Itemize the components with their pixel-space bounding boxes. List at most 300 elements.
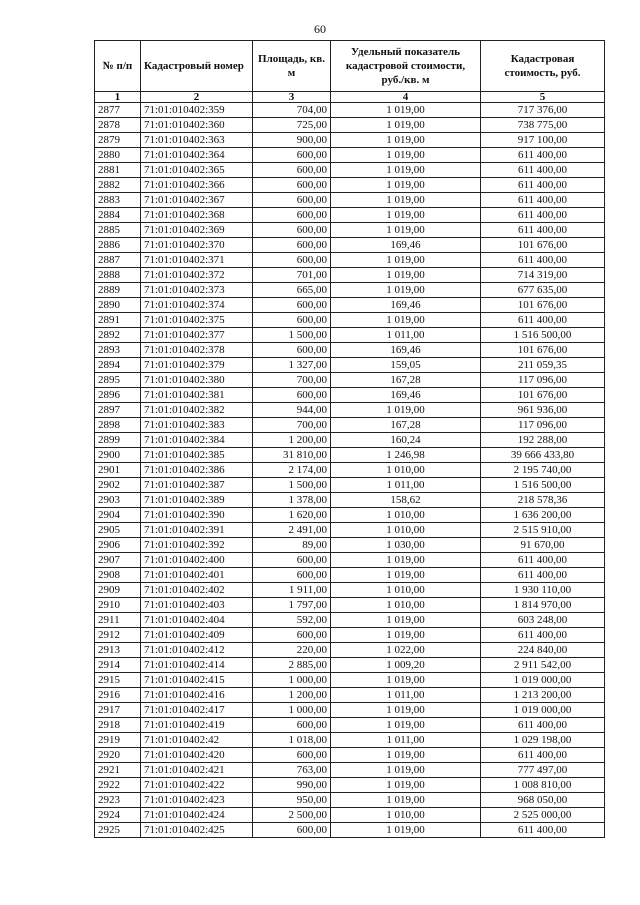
cadastral-number-cell: 71:01:010402:387 bbox=[141, 478, 253, 493]
cadastral-value-cell: 611 400,00 bbox=[481, 748, 605, 763]
cadastral-number-cell: 71:01:010402:365 bbox=[141, 163, 253, 178]
row-number-cell: 2915 bbox=[95, 673, 141, 688]
cadastral-number-cell: 71:01:010402:421 bbox=[141, 763, 253, 778]
unit-value-cell: 1 019,00 bbox=[331, 568, 481, 583]
cadastral-number-cell: 71:01:010402:379 bbox=[141, 358, 253, 373]
cadastral-number-cell: 71:01:010402:360 bbox=[141, 118, 253, 133]
row-number-cell: 2879 bbox=[95, 133, 141, 148]
cadastral-number-cell: 71:01:010402:382 bbox=[141, 403, 253, 418]
table-row bbox=[95, 418, 605, 433]
row-number-cell: 2918 bbox=[95, 718, 141, 733]
unit-value-cell: 1 011,00 bbox=[331, 688, 481, 703]
cadastral-value-cell: 968 050,00 bbox=[481, 793, 605, 808]
row-number-cell: 2885 bbox=[95, 223, 141, 238]
unit-value-cell: 1 019,00 bbox=[331, 193, 481, 208]
unit-value-cell: 1 019,00 bbox=[331, 553, 481, 568]
cadastral-value-cell: 218 578,36 bbox=[481, 493, 605, 508]
unit-value-cell: 1 009,20 bbox=[331, 658, 481, 673]
cadastral-value-cell: 117 096,00 bbox=[481, 373, 605, 388]
cadastral-value-cell: 611 400,00 bbox=[481, 568, 605, 583]
cadastral-value-cell: 611 400,00 bbox=[481, 253, 605, 268]
unit-value-cell: 1 011,00 bbox=[331, 478, 481, 493]
row-number-cell: 2903 bbox=[95, 493, 141, 508]
area-cell: 600,00 bbox=[253, 568, 331, 583]
area-cell: 600,00 bbox=[253, 343, 331, 358]
unit-value-cell: 1 246,98 bbox=[331, 448, 481, 463]
area-cell: 1 378,00 bbox=[253, 493, 331, 508]
cadastral-number-cell: 71:01:010402:370 bbox=[141, 238, 253, 253]
area-cell: 600,00 bbox=[253, 163, 331, 178]
table-row bbox=[95, 118, 605, 133]
unit-value-cell: 169,46 bbox=[331, 343, 481, 358]
unit-value-cell: 158,62 bbox=[331, 493, 481, 508]
unit-value-cell: 1 011,00 bbox=[331, 733, 481, 748]
cadastral-value-cell: 611 400,00 bbox=[481, 178, 605, 193]
area-cell: 2 491,00 bbox=[253, 523, 331, 538]
row-number-cell: 2880 bbox=[95, 148, 141, 163]
table-row bbox=[95, 718, 605, 733]
cadastral-value-cell: 611 400,00 bbox=[481, 148, 605, 163]
cadastral-number-cell: 71:01:010402:417 bbox=[141, 703, 253, 718]
page-number: 60 bbox=[314, 22, 326, 36]
table-row bbox=[95, 313, 605, 328]
cadastral-value-cell: 611 400,00 bbox=[481, 628, 605, 643]
unit-value-cell: 1 019,00 bbox=[331, 103, 481, 118]
cadastral-number-cell: 71:01:010402:367 bbox=[141, 193, 253, 208]
cadastral-number-cell: 71:01:010402:423 bbox=[141, 793, 253, 808]
cadastral-number-cell: 71:01:010402:374 bbox=[141, 298, 253, 313]
row-number-cell: 2888 bbox=[95, 268, 141, 283]
row-number-cell: 2923 bbox=[95, 793, 141, 808]
column-number: 3 bbox=[253, 92, 331, 103]
table-row bbox=[95, 808, 605, 823]
cadastral-value-cell: 777 497,00 bbox=[481, 763, 605, 778]
column-number: 4 bbox=[331, 92, 481, 103]
unit-value-cell: 1 019,00 bbox=[331, 253, 481, 268]
cadastral-number-cell: 71:01:010402:402 bbox=[141, 583, 253, 598]
cadastral-number-cell: 71:01:010402:383 bbox=[141, 418, 253, 433]
cadastral-value-cell: 1 029 198,00 bbox=[481, 733, 605, 748]
row-number-cell: 2908 bbox=[95, 568, 141, 583]
row-number-cell: 2907 bbox=[95, 553, 141, 568]
area-cell: 900,00 bbox=[253, 133, 331, 148]
area-cell: 701,00 bbox=[253, 268, 331, 283]
area-cell: 600,00 bbox=[253, 298, 331, 313]
row-number-cell: 2882 bbox=[95, 178, 141, 193]
cadastral-value-cell: 611 400,00 bbox=[481, 313, 605, 328]
row-number-cell: 2893 bbox=[95, 343, 141, 358]
cadastral-value-cell: 714 319,00 bbox=[481, 268, 605, 283]
table-row bbox=[95, 538, 605, 553]
cadastral-number-cell: 71:01:010402:416 bbox=[141, 688, 253, 703]
unit-value-cell: 1 019,00 bbox=[331, 268, 481, 283]
cadastral-value-cell: 1 019 000,00 bbox=[481, 673, 605, 688]
table-row bbox=[95, 178, 605, 193]
area-cell: 600,00 bbox=[253, 208, 331, 223]
header-cadastral-value: Кадастровая стоимость, руб. bbox=[481, 41, 605, 92]
cadastral-number-cell: 71:01:010402:414 bbox=[141, 658, 253, 673]
unit-value-cell: 1 010,00 bbox=[331, 463, 481, 478]
unit-value-cell: 1 019,00 bbox=[331, 718, 481, 733]
cadastral-number-cell: 71:01:010402:400 bbox=[141, 553, 253, 568]
area-cell: 592,00 bbox=[253, 613, 331, 628]
area-cell: 600,00 bbox=[253, 313, 331, 328]
table-body bbox=[95, 103, 605, 838]
unit-value-cell: 1 019,00 bbox=[331, 208, 481, 223]
unit-value-cell: 1 010,00 bbox=[331, 808, 481, 823]
row-number-cell: 2920 bbox=[95, 748, 141, 763]
table-row bbox=[95, 763, 605, 778]
table-row bbox=[95, 523, 605, 538]
header-area: Площадь, кв. м bbox=[253, 41, 331, 92]
cadastral-number-cell: 71:01:010402:373 bbox=[141, 283, 253, 298]
area-cell: 1 200,00 bbox=[253, 433, 331, 448]
table-row bbox=[95, 358, 605, 373]
unit-value-cell: 1 019,00 bbox=[331, 283, 481, 298]
cadastral-number-cell: 71:01:010402:380 bbox=[141, 373, 253, 388]
table-row bbox=[95, 388, 605, 403]
unit-value-cell: 1 019,00 bbox=[331, 163, 481, 178]
row-number-cell: 2884 bbox=[95, 208, 141, 223]
header-unit-value: Удельный показатель кадастровой стоимости, руб./кв. м bbox=[331, 41, 481, 92]
area-cell: 990,00 bbox=[253, 778, 331, 793]
unit-value-cell: 1 010,00 bbox=[331, 523, 481, 538]
cadastral-number-cell: 71:01:010402:404 bbox=[141, 613, 253, 628]
area-cell: 1 500,00 bbox=[253, 478, 331, 493]
cadastral-value-cell: 611 400,00 bbox=[481, 823, 605, 838]
table-row bbox=[95, 733, 605, 748]
cadastral-value-cell: 611 400,00 bbox=[481, 193, 605, 208]
unit-value-cell: 169,46 bbox=[331, 298, 481, 313]
table-row bbox=[95, 508, 605, 523]
row-number-cell: 2905 bbox=[95, 523, 141, 538]
table-row bbox=[95, 493, 605, 508]
table-row bbox=[95, 583, 605, 598]
unit-value-cell: 160,24 bbox=[331, 433, 481, 448]
column-number-row bbox=[95, 92, 605, 103]
row-number-cell: 2899 bbox=[95, 433, 141, 448]
area-cell: 600,00 bbox=[253, 628, 331, 643]
table-row bbox=[95, 238, 605, 253]
cadastral-value-cell: 1 516 500,00 bbox=[481, 328, 605, 343]
unit-value-cell: 1 019,00 bbox=[331, 628, 481, 643]
row-number-cell: 2895 bbox=[95, 373, 141, 388]
table-row bbox=[95, 208, 605, 223]
table-row bbox=[95, 403, 605, 418]
cadastral-number-cell: 71:01:010402:422 bbox=[141, 778, 253, 793]
cadastral-number-cell: 71:01:010402:363 bbox=[141, 133, 253, 148]
cadastral-number-cell: 71:01:010402:390 bbox=[141, 508, 253, 523]
cadastral-number-cell: 71:01:010402:385 bbox=[141, 448, 253, 463]
cadastral-number-cell: 71:01:010402:409 bbox=[141, 628, 253, 643]
area-cell: 700,00 bbox=[253, 418, 331, 433]
unit-value-cell: 1 010,00 bbox=[331, 583, 481, 598]
column-number: 2 bbox=[141, 92, 253, 103]
cadastral-value-cell: 101 676,00 bbox=[481, 388, 605, 403]
cadastral-value-cell: 1 516 500,00 bbox=[481, 478, 605, 493]
area-cell: 763,00 bbox=[253, 763, 331, 778]
area-cell: 600,00 bbox=[253, 223, 331, 238]
table-row bbox=[95, 628, 605, 643]
unit-value-cell: 1 019,00 bbox=[331, 118, 481, 133]
unit-value-cell: 1 019,00 bbox=[331, 748, 481, 763]
row-number-cell: 2878 bbox=[95, 118, 141, 133]
unit-value-cell: 167,28 bbox=[331, 373, 481, 388]
table-row bbox=[95, 148, 605, 163]
table-row bbox=[95, 778, 605, 793]
area-cell: 1 000,00 bbox=[253, 673, 331, 688]
unit-value-cell: 1 010,00 bbox=[331, 508, 481, 523]
table-row bbox=[95, 553, 605, 568]
table-row bbox=[95, 688, 605, 703]
table-row bbox=[95, 268, 605, 283]
cadastral-number-cell: 71:01:010402:42 bbox=[141, 733, 253, 748]
cadastral-value-cell: 1 008 810,00 bbox=[481, 778, 605, 793]
unit-value-cell: 1 019,00 bbox=[331, 673, 481, 688]
unit-value-cell: 1 019,00 bbox=[331, 133, 481, 148]
area-cell: 1 200,00 bbox=[253, 688, 331, 703]
table-row bbox=[95, 163, 605, 178]
area-cell: 1 000,00 bbox=[253, 703, 331, 718]
cadastral-number-cell: 71:01:010402:368 bbox=[141, 208, 253, 223]
cadastral-value-cell: 39 666 433,80 bbox=[481, 448, 605, 463]
unit-value-cell: 167,28 bbox=[331, 418, 481, 433]
area-cell: 2 500,00 bbox=[253, 808, 331, 823]
cadastral-value-cell: 917 100,00 bbox=[481, 133, 605, 148]
area-cell: 220,00 bbox=[253, 643, 331, 658]
table-row bbox=[95, 463, 605, 478]
unit-value-cell: 1 019,00 bbox=[331, 823, 481, 838]
cadastral-number-cell: 71:01:010402:392 bbox=[141, 538, 253, 553]
unit-value-cell: 169,46 bbox=[331, 388, 481, 403]
cadastral-value-table bbox=[94, 40, 605, 838]
area-cell: 1 327,00 bbox=[253, 358, 331, 373]
cadastral-number-cell: 71:01:010402:424 bbox=[141, 808, 253, 823]
area-cell: 944,00 bbox=[253, 403, 331, 418]
cadastral-number-cell: 71:01:010402:415 bbox=[141, 673, 253, 688]
cadastral-number-cell: 71:01:010402:371 bbox=[141, 253, 253, 268]
cadastral-value-cell: 611 400,00 bbox=[481, 163, 605, 178]
row-number-cell: 2916 bbox=[95, 688, 141, 703]
row-number-cell: 2904 bbox=[95, 508, 141, 523]
row-number-cell: 2881 bbox=[95, 163, 141, 178]
row-number-cell: 2924 bbox=[95, 808, 141, 823]
cadastral-number-cell: 71:01:010402:420 bbox=[141, 748, 253, 763]
header-cadastral-number: Кадастровый номер bbox=[141, 41, 253, 92]
row-number-cell: 2913 bbox=[95, 643, 141, 658]
area-cell: 600,00 bbox=[253, 193, 331, 208]
table-row bbox=[95, 448, 605, 463]
row-number-cell: 2894 bbox=[95, 358, 141, 373]
area-cell: 600,00 bbox=[253, 253, 331, 268]
cadastral-number-cell: 71:01:010402:401 bbox=[141, 568, 253, 583]
column-number: 5 bbox=[481, 92, 605, 103]
cadastral-number-cell: 71:01:010402:369 bbox=[141, 223, 253, 238]
unit-value-cell: 1 019,00 bbox=[331, 178, 481, 193]
row-number-cell: 2890 bbox=[95, 298, 141, 313]
cadastral-number-cell: 71:01:010402:403 bbox=[141, 598, 253, 613]
unit-value-cell: 1 011,00 bbox=[331, 328, 481, 343]
table-row bbox=[95, 133, 605, 148]
cadastral-number-cell: 71:01:010402:378 bbox=[141, 343, 253, 358]
area-cell: 1 500,00 bbox=[253, 328, 331, 343]
table-row bbox=[95, 613, 605, 628]
cadastral-value-cell: 211 059,35 bbox=[481, 358, 605, 373]
row-number-cell: 2891 bbox=[95, 313, 141, 328]
table-row bbox=[95, 328, 605, 343]
unit-value-cell: 1 019,00 bbox=[331, 778, 481, 793]
table-row bbox=[95, 793, 605, 808]
cadastral-number-cell: 71:01:010402:381 bbox=[141, 388, 253, 403]
row-number-cell: 2921 bbox=[95, 763, 141, 778]
cadastral-number-cell: 71:01:010402:364 bbox=[141, 148, 253, 163]
row-number-cell: 2892 bbox=[95, 328, 141, 343]
row-number-cell: 2889 bbox=[95, 283, 141, 298]
cadastral-number-cell: 71:01:010402:384 bbox=[141, 433, 253, 448]
row-number-cell: 2900 bbox=[95, 448, 141, 463]
unit-value-cell: 1 019,00 bbox=[331, 703, 481, 718]
area-cell: 2 174,00 bbox=[253, 463, 331, 478]
row-number-cell: 2919 bbox=[95, 733, 141, 748]
table-row bbox=[95, 568, 605, 583]
area-cell: 600,00 bbox=[253, 823, 331, 838]
cadastral-value-cell: 2 195 740,00 bbox=[481, 463, 605, 478]
cadastral-value-cell: 1 636 200,00 bbox=[481, 508, 605, 523]
row-number-cell: 2912 bbox=[95, 628, 141, 643]
unit-value-cell: 169,46 bbox=[331, 238, 481, 253]
unit-value-cell: 1 022,00 bbox=[331, 643, 481, 658]
row-number-cell: 2901 bbox=[95, 463, 141, 478]
cadastral-value-cell: 603 248,00 bbox=[481, 613, 605, 628]
cadastral-value-cell: 101 676,00 bbox=[481, 343, 605, 358]
area-cell: 600,00 bbox=[253, 178, 331, 193]
table-row bbox=[95, 223, 605, 238]
header-row-number: № п/п bbox=[95, 41, 141, 92]
row-number-cell: 2887 bbox=[95, 253, 141, 268]
cadastral-value-cell: 738 775,00 bbox=[481, 118, 605, 133]
area-cell: 600,00 bbox=[253, 388, 331, 403]
area-cell: 600,00 bbox=[253, 748, 331, 763]
table-row bbox=[95, 673, 605, 688]
table-row bbox=[95, 823, 605, 838]
area-cell: 725,00 bbox=[253, 118, 331, 133]
row-number-cell: 2910 bbox=[95, 598, 141, 613]
area-cell: 31 810,00 bbox=[253, 448, 331, 463]
cadastral-value-cell: 1 019 000,00 bbox=[481, 703, 605, 718]
row-number-cell: 2909 bbox=[95, 583, 141, 598]
cadastral-value-cell: 611 400,00 bbox=[481, 208, 605, 223]
cadastral-value-cell: 91 670,00 bbox=[481, 538, 605, 553]
row-number-cell: 2886 bbox=[95, 238, 141, 253]
cadastral-value-cell: 192 288,00 bbox=[481, 433, 605, 448]
unit-value-cell: 1 019,00 bbox=[331, 403, 481, 418]
row-number-cell: 2922 bbox=[95, 778, 141, 793]
area-cell: 600,00 bbox=[253, 718, 331, 733]
cadastral-value-cell: 2 525 000,00 bbox=[481, 808, 605, 823]
unit-value-cell: 1 019,00 bbox=[331, 763, 481, 778]
table-row bbox=[95, 343, 605, 358]
unit-value-cell: 1 019,00 bbox=[331, 793, 481, 808]
cadastral-value-cell: 2 515 910,00 bbox=[481, 523, 605, 538]
row-number-cell: 2883 bbox=[95, 193, 141, 208]
table-row bbox=[95, 703, 605, 718]
table-row bbox=[95, 748, 605, 763]
cadastral-number-cell: 71:01:010402:389 bbox=[141, 493, 253, 508]
area-cell: 600,00 bbox=[253, 238, 331, 253]
area-cell: 1 620,00 bbox=[253, 508, 331, 523]
table-row bbox=[95, 433, 605, 448]
area-cell: 950,00 bbox=[253, 793, 331, 808]
area-cell: 1 911,00 bbox=[253, 583, 331, 598]
table-row bbox=[95, 283, 605, 298]
unit-value-cell: 1 019,00 bbox=[331, 223, 481, 238]
area-cell: 600,00 bbox=[253, 148, 331, 163]
row-number-cell: 2898 bbox=[95, 418, 141, 433]
table-header-row bbox=[95, 41, 605, 92]
cadastral-value-cell: 961 936,00 bbox=[481, 403, 605, 418]
cadastral-value-cell: 1 814 970,00 bbox=[481, 598, 605, 613]
cadastral-number-cell: 71:01:010402:359 bbox=[141, 103, 253, 118]
row-number-cell: 2896 bbox=[95, 388, 141, 403]
area-cell: 89,00 bbox=[253, 538, 331, 553]
cadastral-number-cell: 71:01:010402:425 bbox=[141, 823, 253, 838]
column-number: 1 bbox=[95, 92, 141, 103]
area-cell: 1 797,00 bbox=[253, 598, 331, 613]
cadastral-value-cell: 1 930 110,00 bbox=[481, 583, 605, 598]
table-row bbox=[95, 373, 605, 388]
area-cell: 1 018,00 bbox=[253, 733, 331, 748]
cadastral-number-cell: 71:01:010402:391 bbox=[141, 523, 253, 538]
cadastral-number-cell: 71:01:010402:386 bbox=[141, 463, 253, 478]
area-cell: 2 885,00 bbox=[253, 658, 331, 673]
table-row bbox=[95, 643, 605, 658]
row-number-cell: 2914 bbox=[95, 658, 141, 673]
unit-value-cell: 1 010,00 bbox=[331, 598, 481, 613]
cadastral-value-cell: 101 676,00 bbox=[481, 238, 605, 253]
unit-value-cell: 1 030,00 bbox=[331, 538, 481, 553]
row-number-cell: 2917 bbox=[95, 703, 141, 718]
unit-value-cell: 1 019,00 bbox=[331, 613, 481, 628]
area-cell: 600,00 bbox=[253, 553, 331, 568]
cadastral-value-cell: 611 400,00 bbox=[481, 718, 605, 733]
cadastral-value-cell: 611 400,00 bbox=[481, 553, 605, 568]
area-cell: 700,00 bbox=[253, 373, 331, 388]
area-cell: 704,00 bbox=[253, 103, 331, 118]
row-number-cell: 2906 bbox=[95, 538, 141, 553]
cadastral-number-cell: 71:01:010402:375 bbox=[141, 313, 253, 328]
cadastral-number-cell: 71:01:010402:419 bbox=[141, 718, 253, 733]
area-cell: 665,00 bbox=[253, 283, 331, 298]
unit-value-cell: 1 019,00 bbox=[331, 313, 481, 328]
cadastral-number-cell: 71:01:010402:372 bbox=[141, 268, 253, 283]
table-row bbox=[95, 253, 605, 268]
table-row bbox=[95, 478, 605, 493]
cadastral-value-cell: 2 911 542,00 bbox=[481, 658, 605, 673]
cadastral-number-cell: 71:01:010402:377 bbox=[141, 328, 253, 343]
table-row bbox=[95, 658, 605, 673]
unit-value-cell: 159,05 bbox=[331, 358, 481, 373]
cadastral-value-cell: 677 635,00 bbox=[481, 283, 605, 298]
row-number-cell: 2877 bbox=[95, 103, 141, 118]
row-number-cell: 2902 bbox=[95, 478, 141, 493]
table-row bbox=[95, 298, 605, 313]
unit-value-cell: 1 019,00 bbox=[331, 148, 481, 163]
cadastral-value-cell: 224 840,00 bbox=[481, 643, 605, 658]
cadastral-value-cell: 1 213 200,00 bbox=[481, 688, 605, 703]
cadastral-value-cell: 611 400,00 bbox=[481, 223, 605, 238]
cadastral-number-cell: 71:01:010402:366 bbox=[141, 178, 253, 193]
table-row bbox=[95, 103, 605, 118]
